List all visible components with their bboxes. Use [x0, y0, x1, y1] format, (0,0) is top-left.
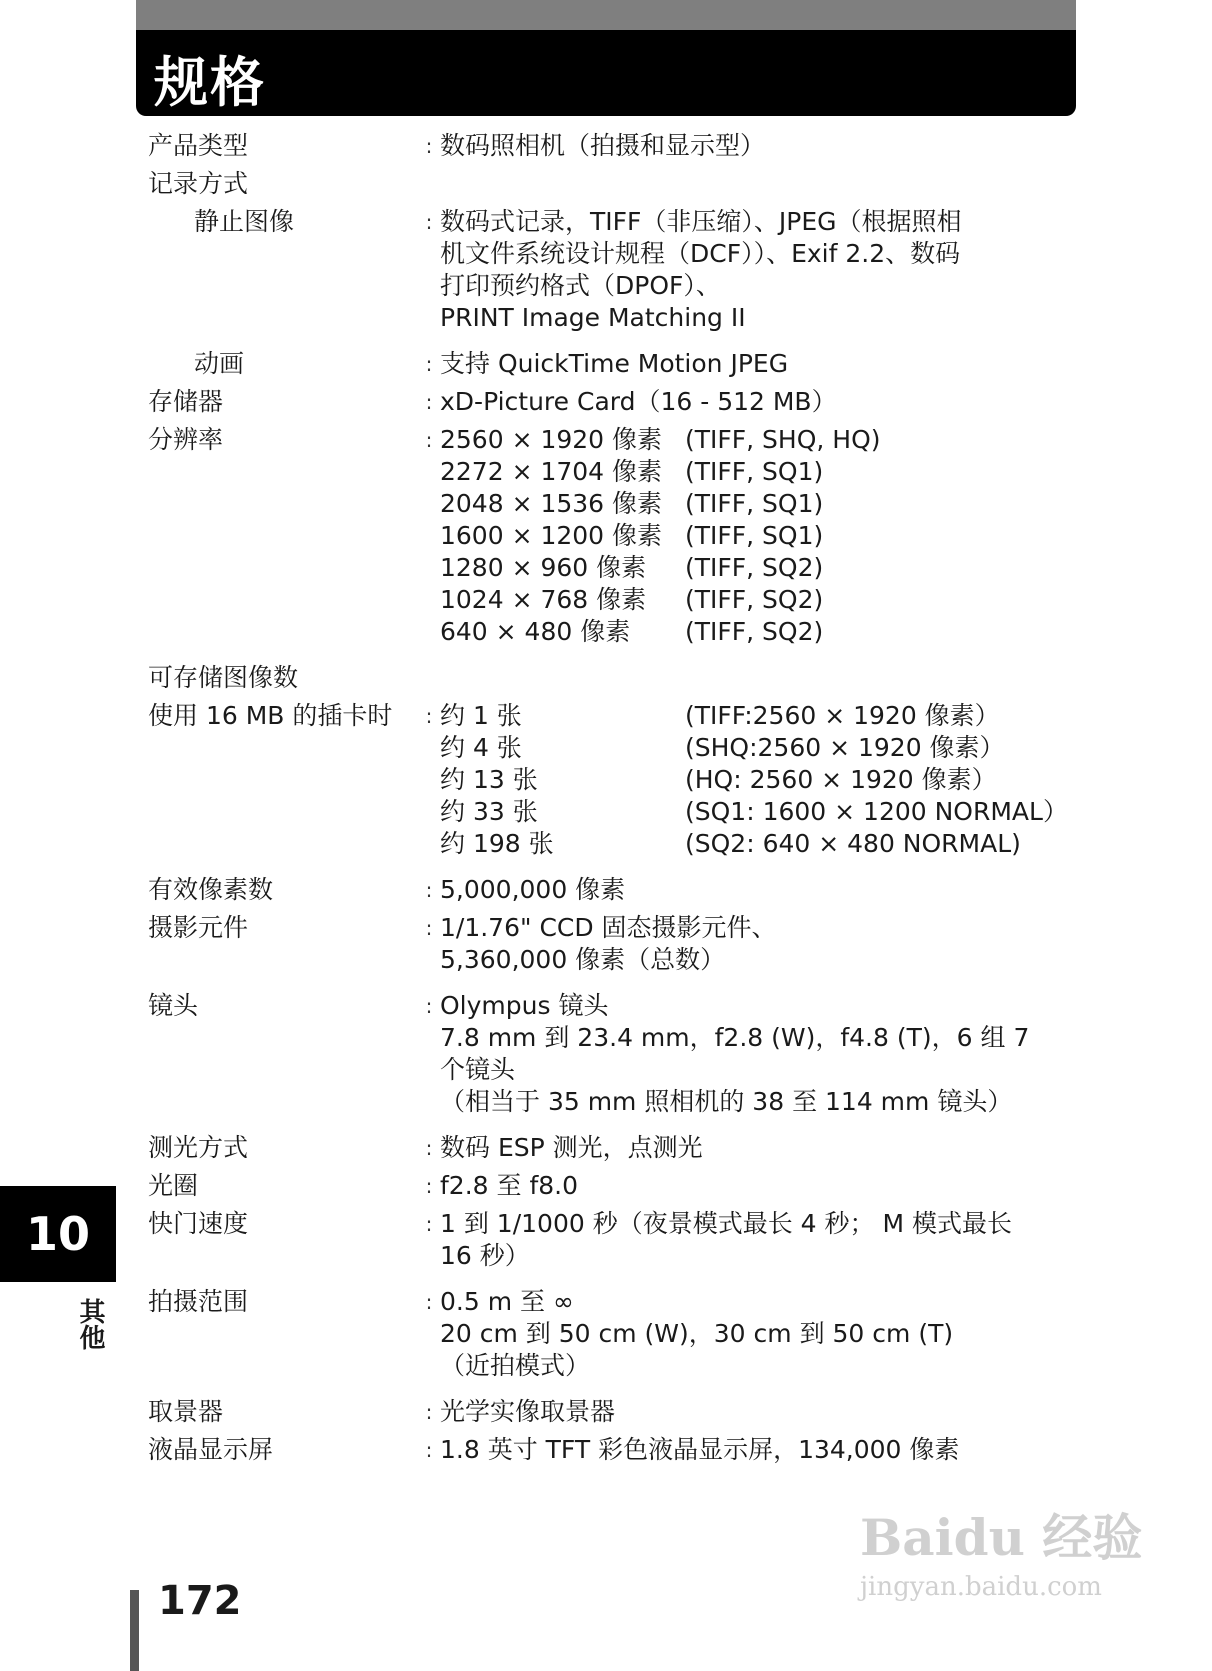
spec-row-lens [148, 990, 1078, 1118]
resolution-size: 1600 × 1200 像素 [440, 521, 663, 550]
spec-value: 1.8 英寸 TFT 彩色液晶显示屏，134,000 像素 [440, 1435, 960, 1464]
spec-label: 分辨率 [148, 425, 224, 454]
spec-value: 数码 ESP 测光，点测光 [440, 1133, 703, 1162]
resolution-size: 1280 × 960 像素 [440, 553, 647, 582]
spec-label: 使用 16 MB 的插卡时 [148, 701, 393, 730]
page-number: 172 [158, 1578, 242, 1624]
spec-label: 镜头 [148, 991, 199, 1020]
spec-label: 记录方式 [148, 169, 249, 198]
page-number-bar [130, 1590, 139, 1671]
spec-value [440, 912, 1078, 976]
colon: : [425, 1290, 433, 1314]
spec-value: 支持 QuickTime Motion JPEG [440, 349, 789, 378]
colon: : [425, 1212, 433, 1236]
colon: : [425, 352, 433, 376]
spec-row-storage [148, 386, 1078, 418]
chapter-tab: 10 [0, 1186, 116, 1282]
spec-row-aperture [148, 1170, 1078, 1202]
resolution-table [440, 424, 1078, 648]
spec-label: 产品类型 [148, 131, 249, 160]
spec-value [440, 990, 1078, 1118]
spec-value: f2.8 至 f8.0 [440, 1171, 579, 1200]
resolution-mode: (TIFF, SQ2) [685, 553, 824, 582]
spec-value: 数码照相机（拍摄和显示型） [440, 131, 766, 160]
spec-row-shooting-range [148, 1286, 1078, 1382]
colon: : [425, 994, 433, 1018]
colon: : [425, 1400, 433, 1424]
image-mode: (TIFF:2560 × 1920 像素） [685, 701, 1000, 730]
spec-label: 取景器 [148, 1397, 224, 1426]
spec-label: 测光方式 [148, 1133, 249, 1162]
spec-row-effective-pixels [148, 874, 1078, 906]
image-mode: (SQ1: 1600 × 1200 NORMAL） [685, 797, 1068, 826]
image-count-table [440, 700, 1078, 860]
value-line: 1 到 1/1000 秒（夜景模式最长 4 秒； M 模式最长 [440, 1209, 1012, 1238]
spec-value: 5,000,000 像素 [440, 875, 626, 904]
colon: : [425, 210, 433, 234]
image-count: 约 4 张 [440, 733, 522, 762]
resolution-mode: (TIFF, SQ2) [685, 585, 824, 614]
colon: : [425, 428, 433, 452]
value-line: 1/1.76" CCD 固态摄影元件、 [440, 913, 777, 942]
value-line: 打印预约格式（DPOF）、 [440, 271, 721, 300]
resolution-mode: (TIFF, SQ1) [685, 457, 824, 486]
spec-row-lcd [148, 1434, 1078, 1466]
value-line: 20 cm 到 50 cm (W)，30 cm 到 50 cm (T) [440, 1319, 954, 1348]
watermark-sub: jingyan.baidu.com [860, 1572, 1102, 1602]
value-line: 机文件系统设计规程（DCF））、Exif 2.2、数码 [440, 239, 961, 268]
spec-label: 静止图像 [194, 207, 295, 236]
spec-row-recording-method [148, 168, 1078, 200]
value-line: （相当于 35 mm 照相机的 38 至 114 mm 镜头） [440, 1087, 1013, 1116]
resolution-size: 1024 × 768 像素 [440, 585, 647, 614]
spec-value: xD-Picture Card（16 - 512 MB） [440, 387, 837, 416]
spec-label: 有效像素数 [148, 875, 274, 904]
spec-label: 存储器 [148, 387, 224, 416]
image-mode: (SHQ:2560 × 1920 像素） [685, 733, 1005, 762]
resolution-mode: (TIFF, SQ2) [685, 617, 824, 646]
resolution-mode: (TIFF, SQ1) [685, 489, 824, 518]
colon: : [425, 390, 433, 414]
value-line: 0.5 m 至 ∞ [440, 1287, 574, 1316]
colon: : [425, 1136, 433, 1160]
spec-row-shutter [148, 1208, 1078, 1272]
spec-value: 光学实像取景器 [440, 1397, 616, 1426]
spec-row-storable-images [148, 662, 1078, 694]
title-bar [136, 30, 1076, 116]
value-line: （近拍模式） [440, 1351, 591, 1380]
spec-label: 摄影元件 [148, 913, 249, 942]
value-line: 16 秒） [440, 1241, 530, 1270]
value-line: 7.8 mm 到 23.4 mm，f2.8 (W)，f4.8 (T)，6 组 7 [440, 1023, 1030, 1052]
spec-label: 拍摄范围 [148, 1287, 249, 1316]
value-line: Olympus 镜头 [440, 991, 609, 1020]
spec-row-movie [148, 348, 1078, 380]
colon: : [425, 1174, 433, 1198]
colon: : [425, 1438, 433, 1462]
resolution-size: 640 × 480 像素 [440, 617, 631, 646]
spec-row-resolution [148, 424, 1078, 648]
resolution-size: 2272 × 1704 像素 [440, 457, 663, 486]
image-count: 约 1 张 [440, 701, 522, 730]
spec-row-still-image [148, 206, 1078, 334]
spec-row-image-sensor [148, 912, 1078, 976]
image-mode: (HQ: 2560 × 1920 像素） [685, 765, 997, 794]
header-gray-band [136, 0, 1076, 30]
spec-label: 液晶显示屏 [148, 1435, 274, 1464]
spec-row-viewfinder [148, 1396, 1078, 1428]
resolution-size: 2560 × 1920 像素 [440, 425, 663, 454]
spec-row-metering [148, 1132, 1078, 1164]
image-count: 约 33 张 [440, 797, 538, 826]
spec-label: 可存储图像数 [148, 663, 299, 692]
colon: : [425, 704, 433, 728]
page-title: 规格 [154, 51, 266, 114]
spec-label: 光圈 [148, 1171, 199, 1200]
spec-list [148, 130, 1078, 1472]
colon: : [425, 916, 433, 940]
resolution-mode: (TIFF, SQ1) [685, 521, 824, 550]
resolution-mode: (TIFF, SHQ, HQ) [685, 425, 881, 454]
image-count: 约 198 张 [440, 829, 554, 858]
spec-value [440, 1208, 1078, 1272]
spec-label: 动画 [194, 349, 245, 378]
spec-value [440, 206, 1078, 334]
colon: : [425, 878, 433, 902]
value-line: 个镜头 [440, 1055, 516, 1084]
watermark-main: Baidu 经验 [860, 1508, 1143, 1567]
resolution-size: 2048 × 1536 像素 [440, 489, 663, 518]
image-count: 约 13 张 [440, 765, 538, 794]
value-line: 数码式记录，TIFF（非压缩）、JPEG（根据照相 [440, 207, 962, 236]
chapter-label: 其他 [75, 1298, 105, 1350]
spec-row-16mb-card [148, 700, 1078, 860]
value-line: PRINT Image Matching II [440, 303, 746, 332]
watermark [860, 1498, 1142, 1602]
image-mode: (SQ2: 640 × 480 NORMAL) [685, 829, 1021, 858]
spec-value [440, 1286, 1078, 1382]
colon: : [425, 134, 433, 158]
spec-row-product-type [148, 130, 1078, 162]
spec-label: 快门速度 [148, 1209, 249, 1238]
value-line: 5,360,000 像素（总数） [440, 945, 726, 974]
